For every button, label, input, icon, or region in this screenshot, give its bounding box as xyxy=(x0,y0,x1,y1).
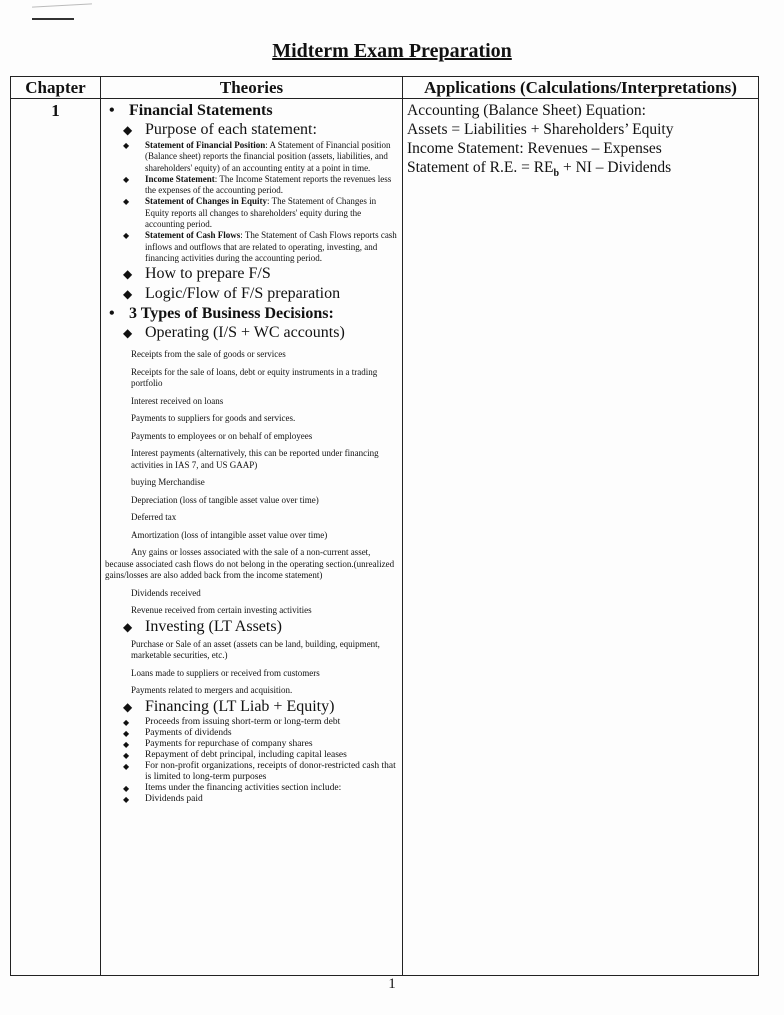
applications-header: Applications (Calculations/Interpretations) xyxy=(403,77,759,99)
diamond-bullet-icon: ◆ xyxy=(123,750,130,760)
definition-item: ◆ Statement of Changes in Equity: The Statement of Changes in Equity reports all changes to shareholders' equity during the accounting period. xyxy=(123,196,377,230)
theories-cell xyxy=(101,99,403,976)
diamond-bullet-icon: ◆ xyxy=(123,326,133,341)
financing-item: ◆ Payments for repurchase of company shares xyxy=(123,738,313,749)
operating-item: Receipts from the sale of goods or services xyxy=(131,349,286,360)
how-to-prepare-item: ◆ How to prepare F/S xyxy=(123,265,271,283)
operating-item: Dividends received xyxy=(131,587,201,598)
diamond-bullet-icon: ◆ xyxy=(123,739,130,749)
application-line: Accounting (Balance Sheet) Equation: xyxy=(407,102,646,119)
page-number: 1 xyxy=(388,976,396,992)
purpose-item: ◆ Purpose of each statement: xyxy=(123,121,317,138)
chapter-row xyxy=(11,99,759,976)
diamond-bullet-icon: ◆ xyxy=(123,197,130,207)
application-line: Assets = Liabilities + Shareholders’ Equity xyxy=(407,121,674,138)
financing-item: ◆ Dividends paid xyxy=(123,793,203,804)
operating-heading: ◆ Operating (I/S + WC accounts) xyxy=(123,324,345,342)
operating-item: Payments to employees or on behalf of employees xyxy=(131,430,313,441)
theories-header: Theories xyxy=(101,77,403,99)
definition-item: ◆ Statement of Financial Position: A Statement of Financial position (Balance sheet) reports the financial position (assets, liabilities, and shareholders' equity) of an accounting entity at a point in time. xyxy=(123,140,391,173)
page-title: Midterm Exam Preparation xyxy=(272,40,512,62)
application-line: Income Statement: Revenues – Expenses xyxy=(407,140,662,157)
operating-item: Receipts for the sale of loans, debt or equity instruments in a trading portfolio xyxy=(131,366,378,389)
diamond-bullet-icon: ◆ xyxy=(123,123,133,137)
retained-earnings-line: Statement of R.E. = $RE_b$ + NI – Dividends xyxy=(407,159,672,180)
chapter-number: 1 xyxy=(11,99,101,976)
diamond-bullet-icon: ◆ xyxy=(123,717,130,727)
operating-item: buying Merchandise xyxy=(131,477,205,488)
bullet-icon: • xyxy=(109,102,115,119)
financing-heading: ◆ Financing (LT Liab + Equity) xyxy=(123,697,335,715)
diamond-bullet-icon: ◆ xyxy=(123,267,133,282)
diamond-bullet-icon: ◆ xyxy=(123,141,130,150)
diamond-bullet-icon: ◆ xyxy=(123,231,130,241)
diamond-bullet-icon: ◆ xyxy=(123,174,130,184)
operating-item: Interest received on loans xyxy=(131,395,224,406)
diamond-bullet-icon: ◆ xyxy=(123,728,130,738)
chapter-header: Chapter xyxy=(11,77,101,99)
investing-item: Purchase or Sale of an asset (assets can be land, building, equipment, marketable securities, etc.) xyxy=(131,638,380,661)
diamond-bullet-icon: ◆ xyxy=(123,761,130,771)
financing-item: ◆ Payments of dividends xyxy=(123,727,232,738)
diamond-bullet-icon: ◆ xyxy=(123,794,130,804)
header-row xyxy=(11,77,759,99)
financing-item: ◆ Proceeds from issuing short-term or long-term debt xyxy=(123,716,341,727)
logic-flow-item: ◆ Logic/Flow of F/S preparation xyxy=(123,285,341,303)
diamond-bullet-icon: ◆ xyxy=(123,287,133,302)
operating-item: Interest payments (alternatively, this can be reported under financing activities in IAS 7, and US GAAP) xyxy=(131,448,379,470)
operating-item: Deferred tax xyxy=(131,512,177,523)
financing-item: ◆ Repayment of debt principal, including capital leases xyxy=(123,749,347,760)
financing-item: ◆ Items under the financing activities section include: xyxy=(123,782,342,793)
exam-table xyxy=(10,76,759,976)
operating-item: Payments to suppliers for goods and services. xyxy=(131,413,296,424)
diamond-bullet-icon: ◆ xyxy=(123,699,133,714)
business-decisions-heading: • 3 Types of Business Decisions: xyxy=(105,304,398,323)
investing-item: Payments related to mergers and acquisition. xyxy=(131,685,293,696)
financial-statements-heading: • Financial Statements xyxy=(105,101,398,120)
operating-item: Amortization (loss of intangible asset value over time) xyxy=(131,529,328,540)
diamond-bullet-icon: ◆ xyxy=(123,619,133,634)
investing-item: Loans made to suppliers or received from customers xyxy=(131,667,320,678)
scan-mark xyxy=(32,18,74,20)
definition-item: ◆ Statement of Cash Flows: The Statement of Cash Flows reports cash inflows and outflows that are related to operating, investing, and financing activities during the accounting period. xyxy=(123,230,397,263)
investing-heading: ◆ Investing (LT Assets) xyxy=(123,617,282,635)
financing-item: ◆ For non-profit organizations, receipts of donor-restricted cash that is limited to long-term purposes xyxy=(123,760,396,782)
scan-mark-faint xyxy=(32,3,92,7)
operating-item: Depreciation (loss of tangible asset value over time) xyxy=(131,494,319,505)
diamond-bullet-icon: ◆ xyxy=(123,783,130,793)
definition-item: ◆ Income Statement: The Income Statement reports the revenues less the expenses of the accounting period. xyxy=(123,173,392,196)
operating-item: Revenue received from certain investing activities xyxy=(131,605,312,616)
operating-item: Any gains or losses associated with the sale of a non-current asset, because associated cash flows do not belong in the operating section.(unrealized gains/losses are also added back from the income statement) xyxy=(105,547,395,581)
applications-cell xyxy=(403,99,759,976)
bullet-icon: • xyxy=(109,305,115,323)
